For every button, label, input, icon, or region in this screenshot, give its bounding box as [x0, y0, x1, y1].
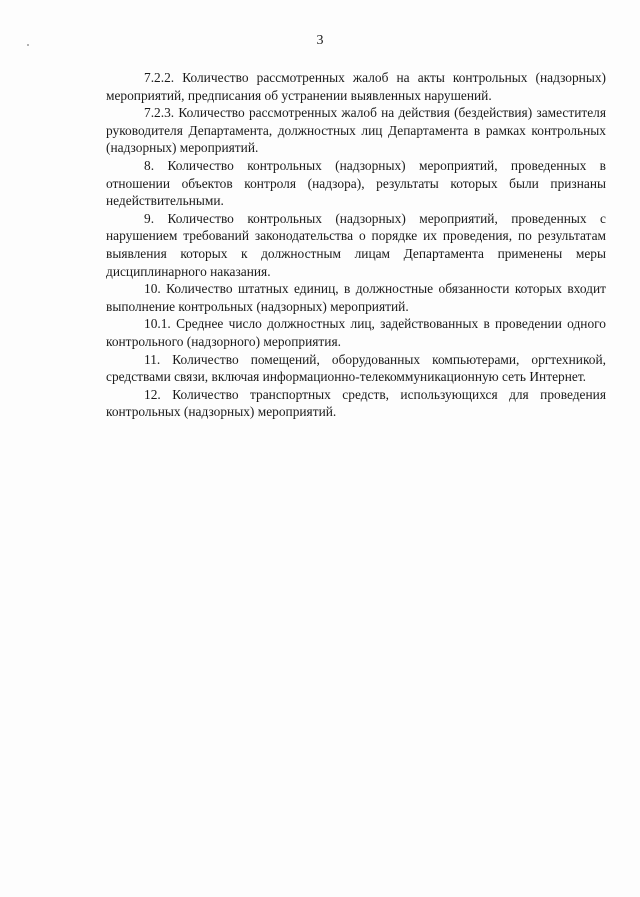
page-number: 3 [316, 33, 324, 48]
paragraph-11: 11. Количество помещений, оборудованных компьютерами, оргтехникой, средствами связи, включая информационно-телекоммуникационную сеть Интернет. [106, 351, 606, 385]
paragraph-10: 10. Количество штатных единиц, в должностные обязанности которых входит выполнение контрольных (надзорных) мероприятий. [106, 281, 606, 314]
paragraph-9: 9. Количество контрольных (надзорных) мероприятий, проведенных с нарушением требований законодательства о порядке их проведения, по результатам выявления которых к должностным лицам Департамента применены меры дисциплинарного наказания. [106, 210, 606, 279]
paragraph-7-2-3: 7.2.3. Количество рассмотренных жалоб на действия (бездействия) заместителя руководителя Департамента, должностных лиц Департамента в рамках контрольных (надзорных) мероприятий. [106, 105, 606, 156]
paragraph-7-2-2: 7.2.2. Количество рассмотренных жалоб на акты контрольных (надзорных) мероприятий, предписания об устранении выявленных нарушений. [106, 70, 606, 103]
document-body [106, 69, 606, 421]
paragraph-12: 12. Количество транспортных средств, использующихся для проведения контрольных (надзорных) мероприятий. [106, 386, 606, 420]
paragraph-8: 8. Количество контрольных (надзорных) мероприятий, проведенных в отношении объектов контроля (надзора), результаты которых были признаны недействительными. [106, 157, 606, 209]
paragraph-10-1: 10.1. Среднее число должностных лиц, задействованных в проведении одного контрольного (надзорного) мероприятия. [106, 316, 606, 349]
